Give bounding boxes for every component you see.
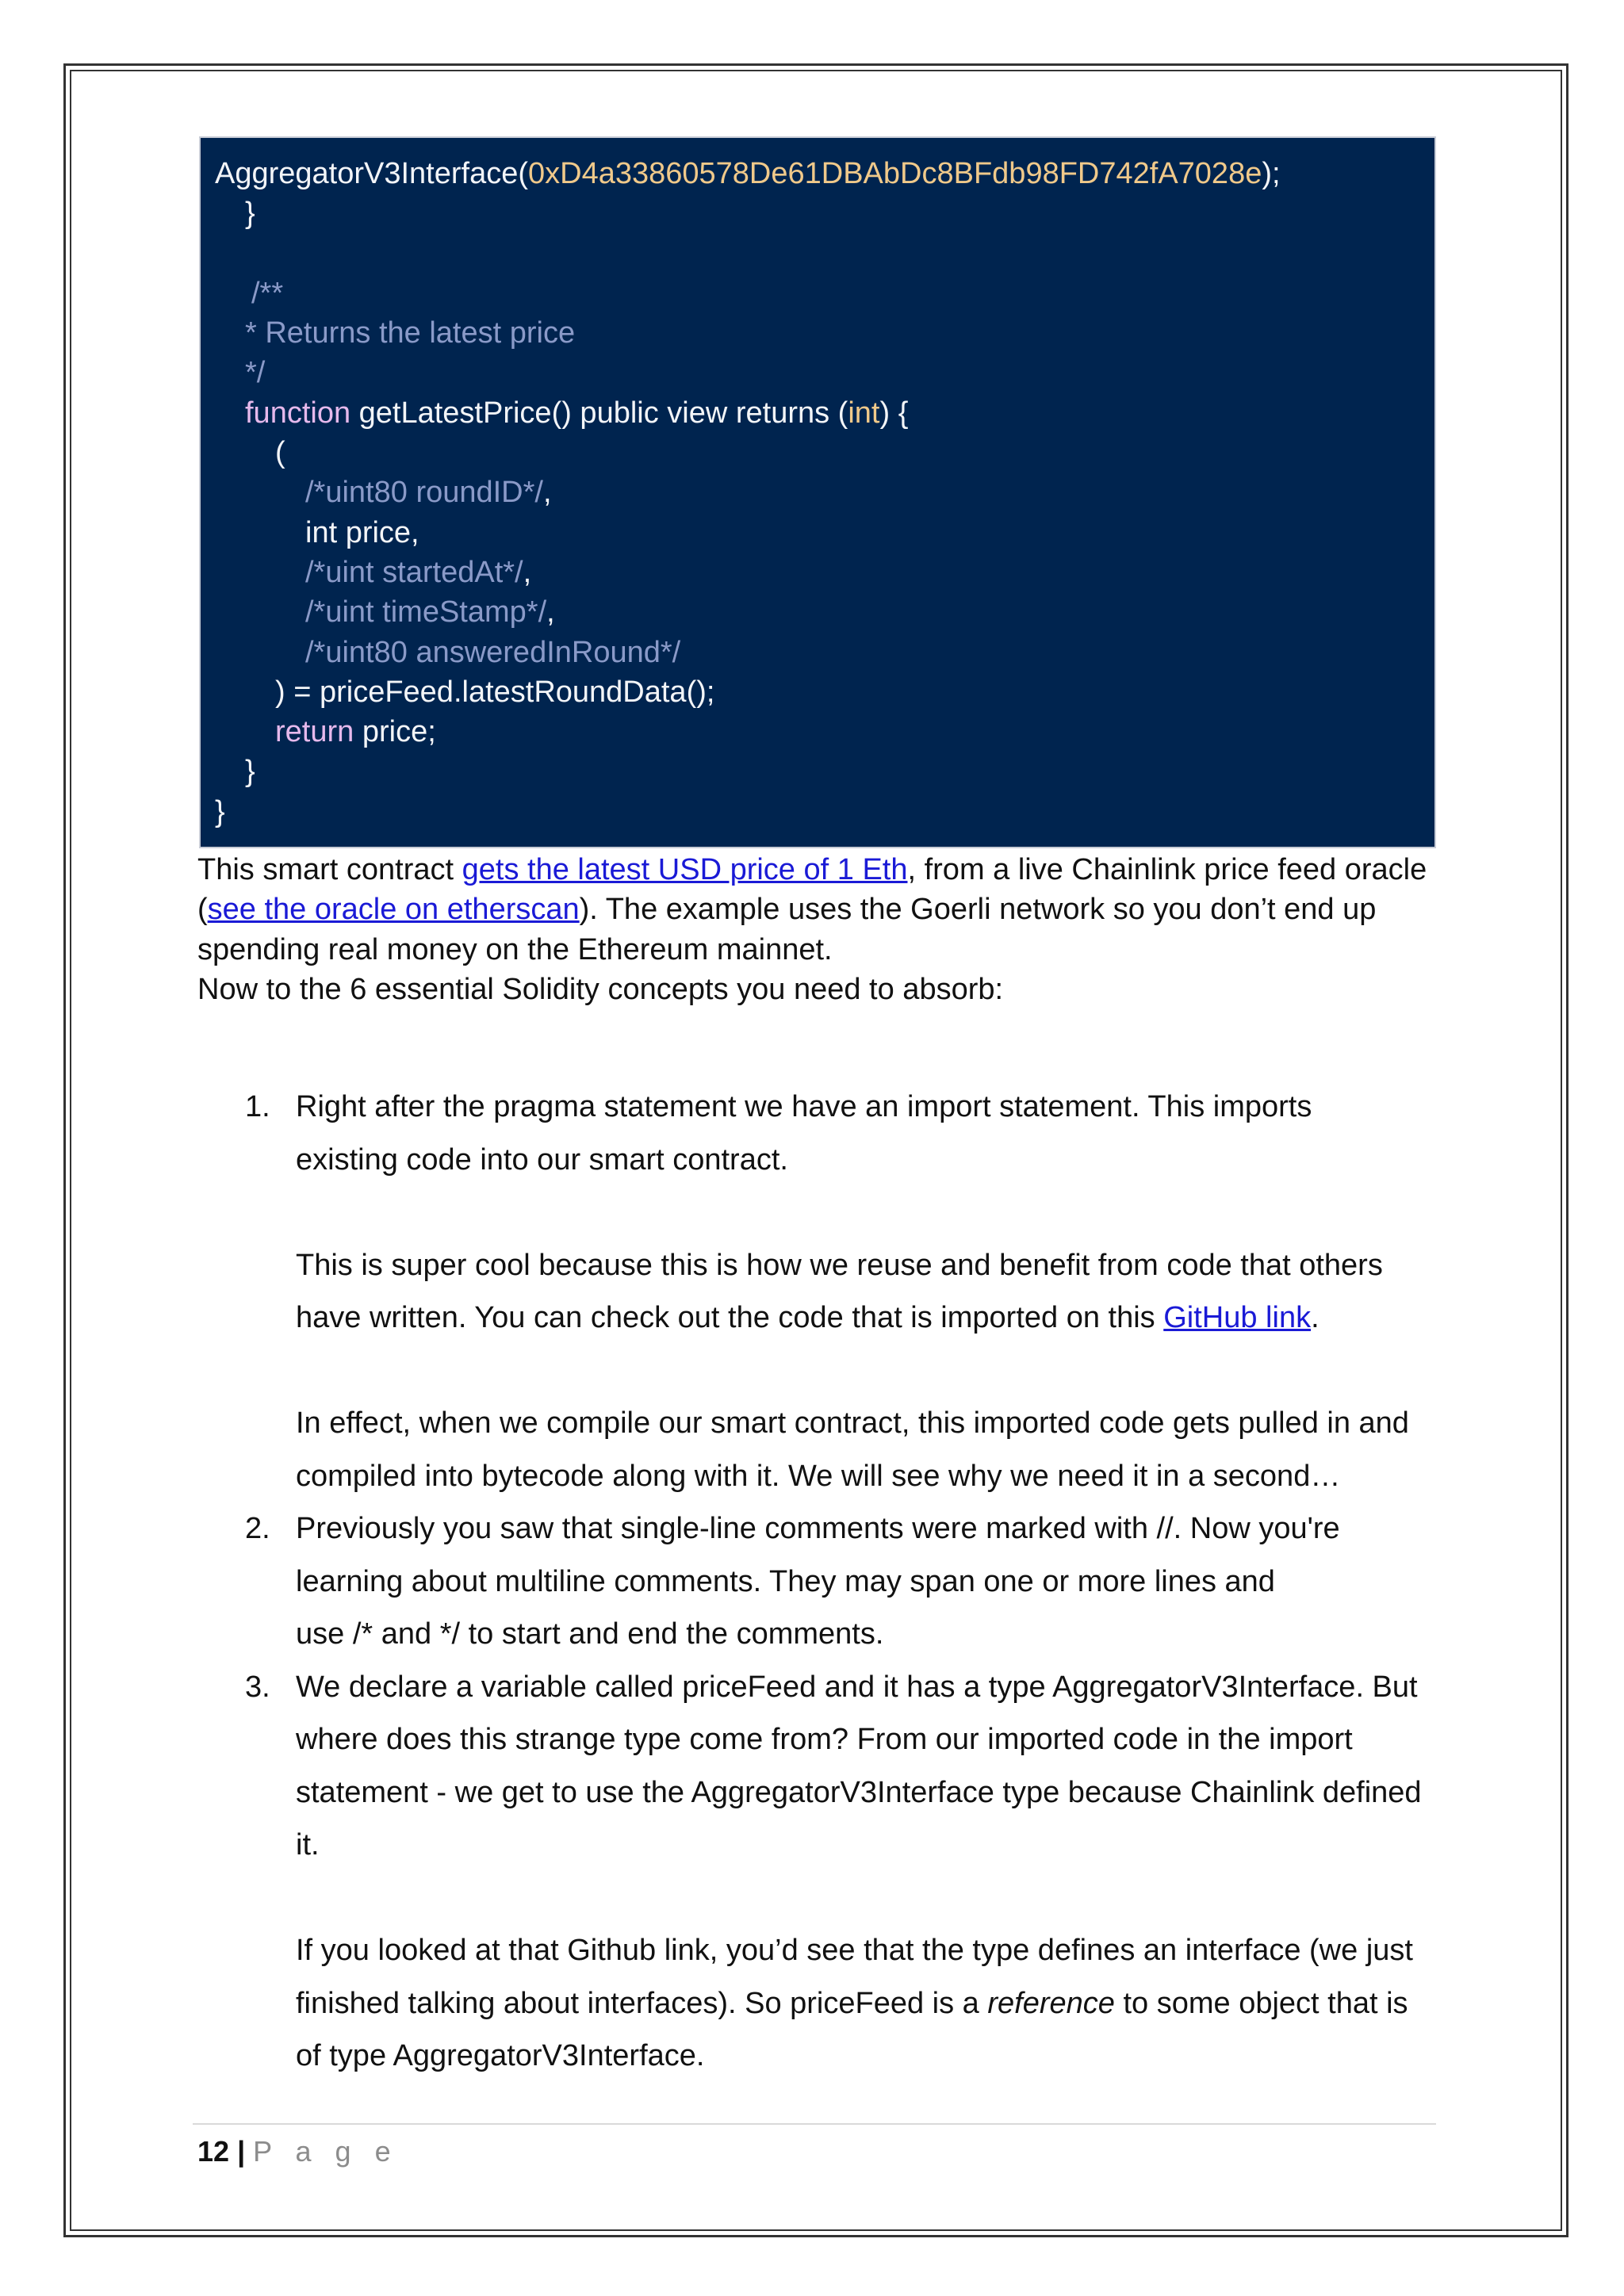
concepts-list: [197, 1081, 1466, 2083]
footer-divider: [193, 2123, 1436, 2125]
page-label: P a g e: [253, 2135, 399, 2168]
code-comment: /**: [251, 276, 284, 310]
list-item: 2. Previously you saw that single-line comments were marked with //. Now you're learning about multiline comments. They may span one or more lines and use /* and */ to start and end the comments.: [197, 1502, 1466, 1661]
code-comment: /*uint80 answeredInRound*/: [305, 635, 681, 669]
intro-paragraph: This smart contract gets the latest USD price of 1 Eth, from a live Chainlink price feed oracle (see the oracle on etherscan). The example uses the Goerli network so you don’t end up spending real money on the Ethereum mainnet. Now to the 6 essential Solidity concepts you need to absorb:: [197, 853, 1427, 1006]
list-item: 1. Right after the pragma statement we have an import statement. This imports existing code into our smart contract. This is super cool because this is how we reuse and benefit from code that others have written. You can check out the code that is imported on this GitHub link. In effect, when we compile our smart contract, this imported code gets pulled in and compiled into bytecode along with it. We will see why we need it in a second…: [197, 1081, 1466, 1502]
code-line: int price,: [305, 515, 419, 549]
code-line: /*uint startedAt*/,: [305, 555, 532, 589]
list-number: 3.: [245, 1670, 270, 1704]
page-number: 12: [197, 2135, 230, 2168]
list-number: 2.: [245, 1512, 270, 1545]
code-line: }: [245, 197, 255, 231]
code-line: /*uint80 roundID*/,: [305, 476, 552, 510]
code-block: [199, 136, 1436, 848]
code-line: function getLatestPrice() public view returns (int) {: [245, 396, 909, 430]
list-number: 1.: [245, 1090, 270, 1123]
page-footer: [197, 2134, 399, 2169]
code-comment: */: [245, 356, 266, 390]
code-line: (: [275, 436, 285, 470]
code-line: /*uint timeStamp*/,: [305, 595, 555, 629]
etherscan-oracle-link[interactable]: see the oracle on etherscan: [207, 893, 580, 927]
code-line: AggregatorV3Interface(0xD4a33860578De61DBAbDc8BFdb98FD742fA7028e);: [215, 157, 1281, 190]
code-line: return price;: [275, 715, 436, 749]
github-link[interactable]: GitHub link: [1163, 1301, 1312, 1334]
footer-separator: |: [237, 2135, 246, 2168]
code-line: }: [245, 755, 255, 789]
latest-price-link[interactable]: gets the latest USD price of 1 Eth: [462, 853, 908, 886]
code-line: }: [215, 794, 225, 828]
code-line: ) = priceFeed.latestRoundData();: [275, 675, 715, 709]
code-line: [215, 234, 1434, 274]
code-comment: * Returns the latest price: [245, 316, 576, 350]
list-item: 3. We declare a variable called priceFeed and it has a type AggregatorV3Interface. But where does this strange type come from? From our imported code in the import statement - we get to use the AggregatorV3Interface type because Chainlink defined it. If you looked at that Github link, you’d see that the type defines an interface (we just finished talking about interfaces). So priceFeed is a reference to some object that is of type AggregatorV3Interface.: [197, 1661, 1466, 2083]
